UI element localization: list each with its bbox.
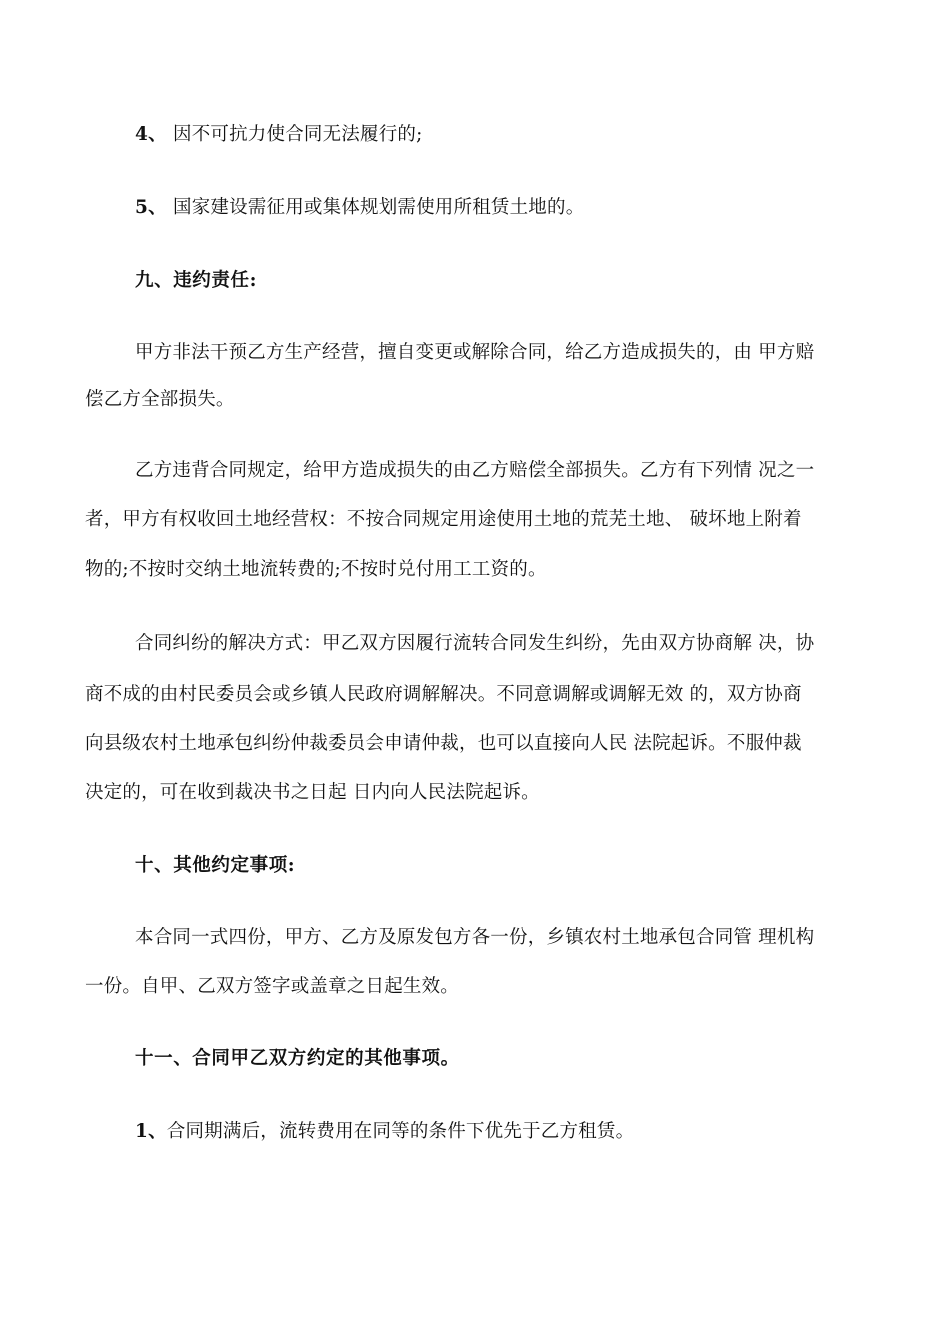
paragraph-line: 甲方非法干预乙方生产经营，擅自变更或解除合同，给乙方造成损失的，由 甲方赔 xyxy=(135,342,815,363)
paragraph-line: 合同纠纷的解决方式：甲乙双方因履行流转合同发生纠纷，先由双方协商解 决，协 xyxy=(135,633,815,654)
section-heading-other-matters: 十一、合同甲乙双方约定的其他事项。 xyxy=(135,1048,460,1069)
paragraph-line: 商不成的由村民委员会或乡镇人民政府调解解决。不同意调解或调解无效 的，双方协商 xyxy=(85,684,802,705)
list-item-4 xyxy=(135,122,423,148)
paragraph-line: 决定的，可在收到裁决书之日起 日内向人民法院起诉。 xyxy=(85,782,540,803)
section-heading-breach-liability: 九、违约责任: xyxy=(135,270,258,291)
list-item-text: 合同期满后，流转费用在同等的条件下优先于乙方租赁。 xyxy=(166,1121,635,1142)
list-item-number: 1、 xyxy=(135,1121,167,1142)
paragraph-line: 一份。自甲、乙双方签字或盖章之日起生效。 xyxy=(85,976,460,997)
list-item-text: 因不可抗力使合同无法履行的; xyxy=(173,124,423,145)
list-item-text: 国家建设需征用或集体规划需使用所租赁土地的。 xyxy=(173,197,585,218)
list-item-5 xyxy=(135,195,584,221)
paragraph-line: 偿乙方全部损失。 xyxy=(85,389,235,410)
list-item-number: 4、 xyxy=(135,124,167,145)
section-heading-other-agreements: 十、其他约定事项: xyxy=(135,855,296,876)
paragraph-line: 本合同一式四份，甲方、乙方及原发包方各一份，乡镇农村土地承包合同管 理机构 xyxy=(135,927,815,948)
list-item-number: 5、 xyxy=(135,197,167,218)
list-item-11-1 xyxy=(135,1119,634,1145)
paragraph-line: 物的;不按时交纳土地流转费的;不按时兑付用工工资的。 xyxy=(85,559,547,580)
paragraph-line: 向县级农村土地承包纠纷仲裁委员会申请仲裁，也可以直接向人民 法院起诉。不服仲裁 xyxy=(85,733,802,754)
paragraph-line: 乙方违背合同规定，给甲方造成损失的由乙方赔偿全部损失。乙方有下列情 况之一 xyxy=(135,460,815,481)
paragraph-line: 者，甲方有权收回土地经营权：不按合同规定用途使用土地的荒芜土地、 破坏地上附着 xyxy=(85,509,802,530)
